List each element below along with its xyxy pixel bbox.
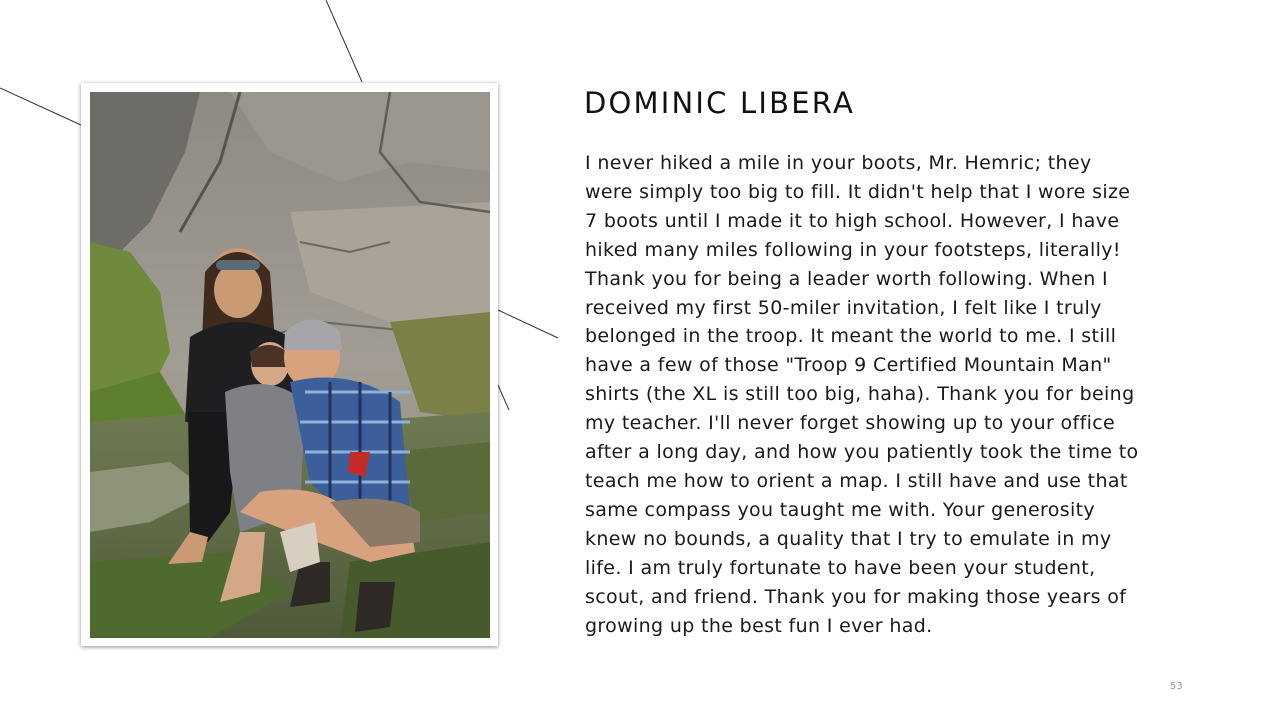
- text-line: hiked many miles following in your footsteps, literally!: [585, 238, 1121, 261]
- slide-number: 53: [1170, 681, 1183, 692]
- text-line: Thank you for being a leader worth following. When I: [585, 267, 1108, 290]
- deco-line-right-upper: [498, 310, 558, 338]
- text-line: growing up the best fun I ever had.: [585, 614, 933, 637]
- text-line: were simply too big to fill. It didn't help that I wore size: [585, 180, 1131, 203]
- text-line: 7 boots until I made it to high school. However, I have: [585, 209, 1120, 232]
- tribute-text: [585, 149, 1185, 640]
- text-line: have a few of those "Troop 9 Certified Mountain Man": [585, 354, 1112, 377]
- text-line: life. I am truly fortunate to have been your student,: [585, 556, 1096, 579]
- deco-line-right-lower: [498, 385, 509, 410]
- text-line: received my first 50-miler invitation, I felt like I truly: [585, 296, 1102, 319]
- text-line: after a long day, and how you patiently took the time to: [585, 441, 1139, 464]
- photo-frame: [81, 83, 498, 646]
- text-line: I never hiked a mile in your boots, Mr. Hemric; they: [585, 152, 1092, 174]
- text-line: scout, and friend. Thank you for making those years of: [585, 585, 1127, 608]
- text-line: knew no bounds, a quality that I try to emulate in my: [585, 527, 1112, 550]
- text-line: my teacher. I'll never forget showing up to your office: [585, 412, 1116, 435]
- slide-title: DOMINIC LIBERA: [584, 86, 855, 120]
- text-line: shirts (the XL is still too big, haha). Thank you for being: [585, 383, 1135, 406]
- deco-line-left: [0, 88, 81, 125]
- text-line: belonged in the troop. It meant the world to me. I still: [585, 325, 1117, 348]
- text-line: teach me how to orient a map. I still have and use that: [585, 469, 1128, 492]
- deco-line-top: [326, 0, 362, 82]
- family-photo: [90, 92, 490, 638]
- text-line: same compass you taught me with. Your generosity: [585, 498, 1095, 521]
